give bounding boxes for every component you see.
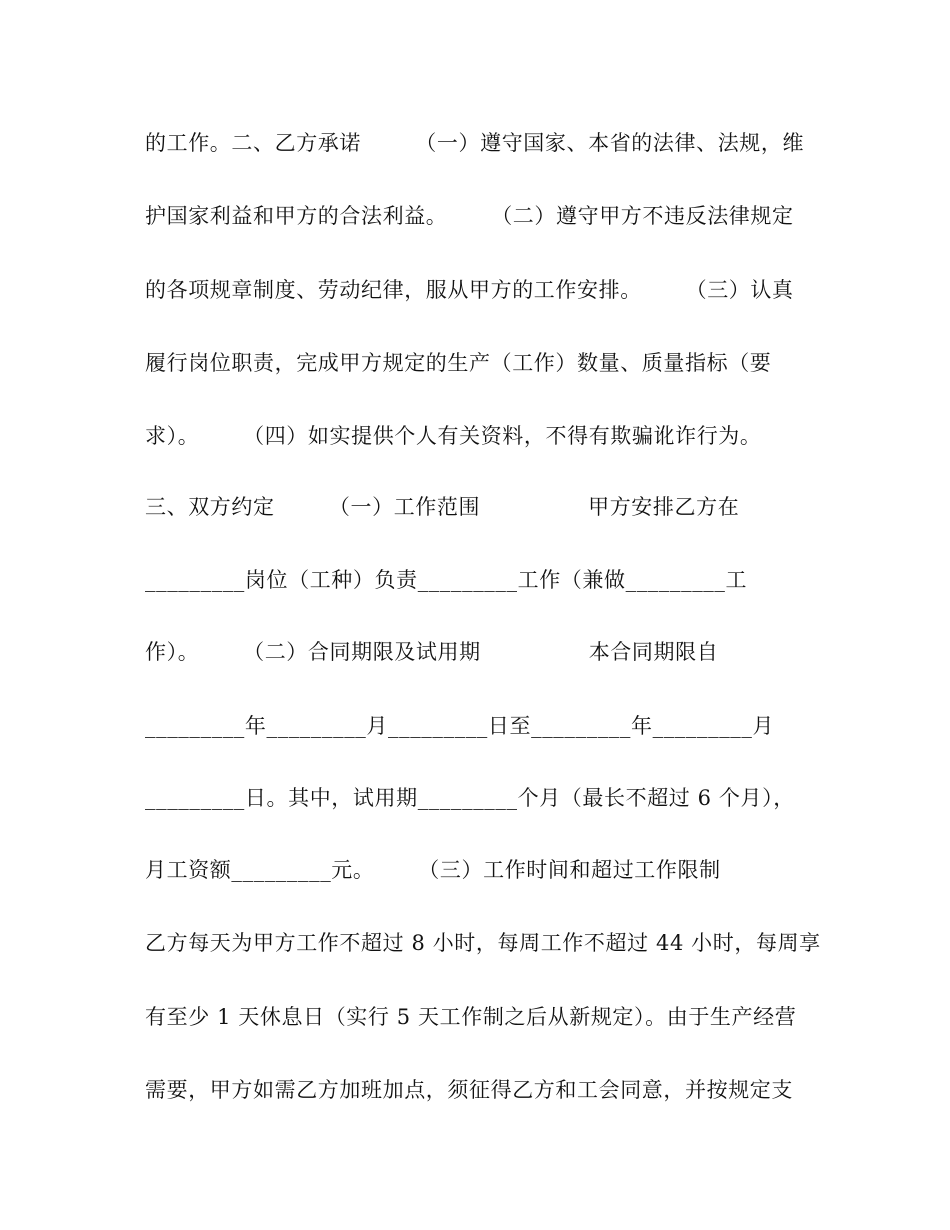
text-line: _________年_________月_________日至_________年_________月	[145, 714, 775, 738]
text-line: 护国家利益和甲方的合法利益。 （二）遵守甲方不违反法律规定	[145, 204, 794, 228]
text-line: 月工资额_________元。 （三）工作时间和超过工作限制	[145, 858, 721, 882]
text-line: 作）。 （二）合同期限及试用期 本合同期限自	[145, 640, 719, 664]
text-line: 的各项规章制度、劳动纪律，服从甲方的工作安排。 （三）认真	[145, 278, 794, 302]
text-line: _________日。其中，试用期_________个月（最长不超过 6 个月），	[145, 786, 795, 810]
text-line: 有至少 1 天休息日（实行 5 天工作制之后从新规定）。由于生产经营	[145, 1005, 797, 1029]
text-line: 求）。 （四）如实提供个人有关资料，不得有欺骗讹诈行为。	[145, 424, 762, 448]
text-line: 履行岗位职责，完成甲方规定的生产（工作）数量、质量指标（要	[145, 351, 772, 375]
text-line: 乙方每天为甲方工作不超过 8 小时，每周工作不超过 44 小时，每周享	[145, 931, 821, 955]
text-line: _________岗位（工种）负责_________工作（兼做_________工	[145, 568, 748, 592]
text-line: 需要，甲方如需乙方加班加点，须征得乙方和工会同意，并按规定支	[145, 1078, 793, 1102]
text-line: 的工作。二、乙方承诺 （一）遵守国家、本省的法律、法规，维	[145, 131, 805, 155]
text-line: 三、双方约定 （一）工作范围 甲方安排乙方在	[145, 495, 740, 519]
